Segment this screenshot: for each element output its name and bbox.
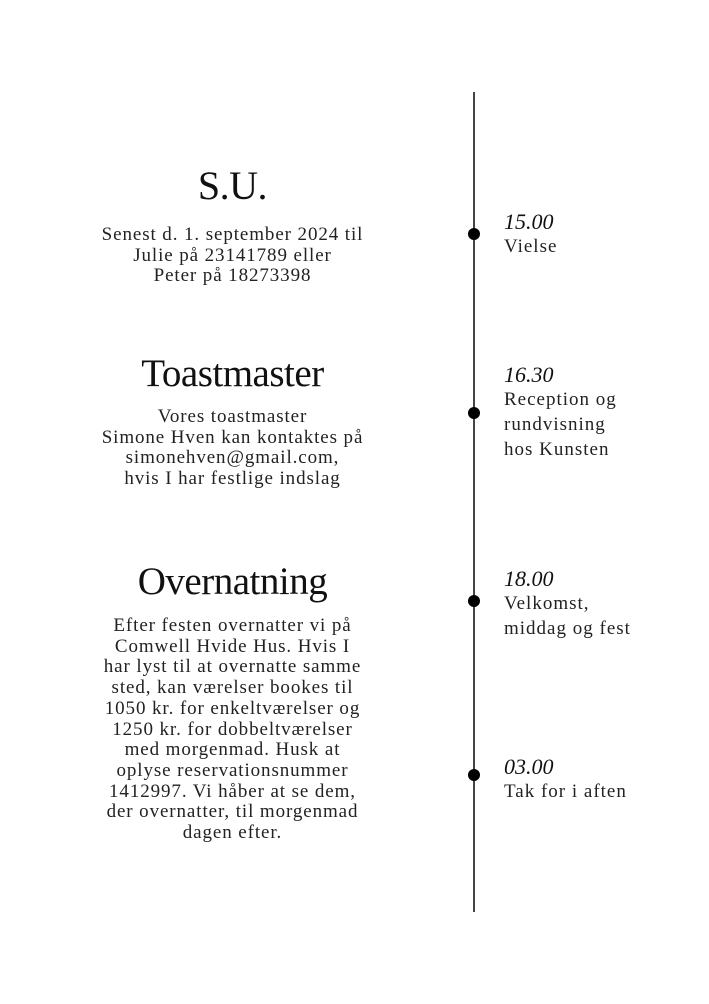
timeline-event [504, 567, 704, 641]
timeline-event [504, 755, 704, 804]
overnatning-title: Overnatning [137, 560, 328, 603]
event-time: 16.30 [504, 362, 554, 387]
overnatning-section [60, 558, 405, 844]
su-section [60, 160, 405, 287]
timeline-dot [468, 407, 480, 419]
timeline-dot [468, 228, 480, 240]
event-label: Velkomst, middag og fest [504, 593, 631, 639]
event-time: 15.00 [504, 209, 554, 234]
timeline-line [473, 92, 475, 912]
toastmaster-title: Toastmaster [141, 352, 324, 395]
event-label: Vielse [504, 236, 558, 257]
timeline-event [504, 210, 704, 259]
overnatning-body: Efter festen overnatter vi på Comwell Hvide Hus. Hvis I har lyst til at overnatte samme sted, kan værelser bookes til 1050 kr. for enkeltværelser og 1250 kr. for dobbeltværelser med morgenmad. Husk at oplyse reservationsnummer 1412997. Vi håber at se dem, der overnatter, til morgenmad dagen efter. [103, 615, 362, 844]
event-time: 03.00 [504, 754, 554, 779]
event-label: Reception og rundvisning hos Kunsten [504, 389, 617, 460]
timeline-dot [468, 595, 480, 607]
toastmaster-body: Vores toastmaster Simone Hven kan kontaktes på simonehven@gmail.com, hvis I har festlige indslag [101, 406, 364, 490]
timeline-event [504, 363, 704, 462]
su-title: S.U. [197, 163, 268, 208]
event-label: Tak for i aften [504, 781, 627, 802]
toastmaster-section [60, 350, 405, 490]
su-body: Senest d. 1. september 2024 til Julie på 23141789 eller Peter på 18273398 [101, 224, 364, 287]
timeline-dot [468, 769, 480, 781]
event-time: 18.00 [504, 566, 554, 591]
